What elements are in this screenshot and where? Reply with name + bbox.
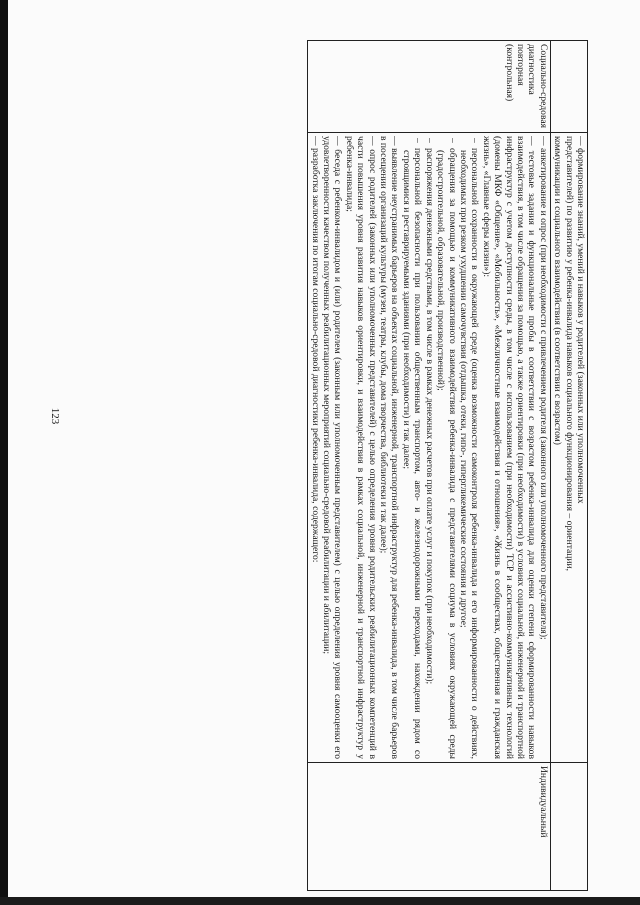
table-cell-empty	[550, 41, 587, 133]
paragraph: — выявление неустранимых барьеров на объектах социальной, инженерной, транспортной инфраструктур для ребенка-инвалида, в том числе барьеров в посещении организаций культуры (музеи, театры, клубы, дома творчества, библиотеки и так далее);	[378, 136, 401, 759]
paragraph: — беседа с ребенком-инвалидом и (или) родителем (законным или уполномоченным представителем) с целью определения уровня самооценки его удовлетворенности качеством полученных реабилитационных мероприятий социально-средовой реабилитации и абилитации;	[321, 136, 344, 759]
form-cell: Индивидуальный	[308, 763, 551, 891]
bullet-item: –персональной сохранности в окружающей среде (оценка возможности самоконтроля ребенка-инвалида и его информированности о действиях, необходимых при резком ухудшении самочувствия (отдышка, отеки, гипо-, гипергликемические состояния и другое;	[457, 138, 481, 759]
paragraph: — тестовые задания и функциональные пробы в соответствии с возрастом ребенка-инвалида для оценки степени сформированности навыков взаимодействия, в том числе обращения за помощью, а также ориентировки (при необходимости) в условиях социальной, инженерной и транспортной инфраструктур с учетом доступности среды, в том числе с использованием (при необходимости) ТСР и ассистивно-коммуникативных технологий (домены МКФ «Общение», «Мобильность», «Межличностные взаимодействия и отношения», «Жизнь в сообществах, общественная и гражданская жизнь», «Главные сферы жизни»):	[480, 136, 538, 759]
table-cell-content	[550, 133, 587, 763]
rotated-table-container	[76, 40, 588, 890]
stage-cell: Социально-средовая диагностика повторная (контрольная)	[308, 41, 551, 133]
bullet-item: –распоряжения денежными средствами, в том числе в рамках денежных расчетов при оплате услуг и покупок (при необходимости);	[423, 138, 435, 685]
rehabilitation-table	[307, 40, 588, 891]
text-line: — формирование знаний, умений и навыков у родителей (законных или уполномоченных	[575, 136, 586, 504]
bullet-item: –обращения за помощью и коммуникативного взаимодействия ребенка-инвалида с представителями социума в условиях окружающей среды (градостроительной, образовательной, производственной);	[435, 138, 458, 759]
table-row	[550, 41, 587, 891]
table-cell-empty	[550, 763, 587, 891]
text-line: коммуникации и социального взаимодействия (в соответствии с возрастом)	[552, 136, 564, 445]
page-number: 123	[49, 407, 61, 425]
scan-edge-bottom	[0, 897, 640, 905]
bullet-item: –персональной безопасности при пользовании общественным транспортом, авто- и железнодорожными переходами, нахождении рядом со строящимися и реставрируемыми зданиями (при необходимости) и так далее;	[400, 138, 424, 759]
paragraph: — разработка заключения по итогам социально-средовой диагностики ребенка-инвалида, содержащего:	[309, 136, 321, 563]
paragraph: — анкетирование и опрос (при необходимости с привлечением родителя (законного или уполномоченного представителя);	[537, 136, 549, 640]
paragraph: — опрос родителей (законных или уполномоченных представителей) с целью определения уровня родительских реабилитационных компетенций в части повышения уровня развития навыков ориентировки, и взаимодействия в рамках социальной, инженерной и транспортной инфраструктур у ребенка-инвалида;	[343, 136, 378, 759]
scan-edge-left	[0, 0, 8, 905]
table-row	[308, 41, 551, 891]
activities-cell	[308, 133, 551, 763]
text-line: представителей) по развитию у ребенка-инвалида навыков социального функционирования – ориентации,	[563, 136, 575, 572]
